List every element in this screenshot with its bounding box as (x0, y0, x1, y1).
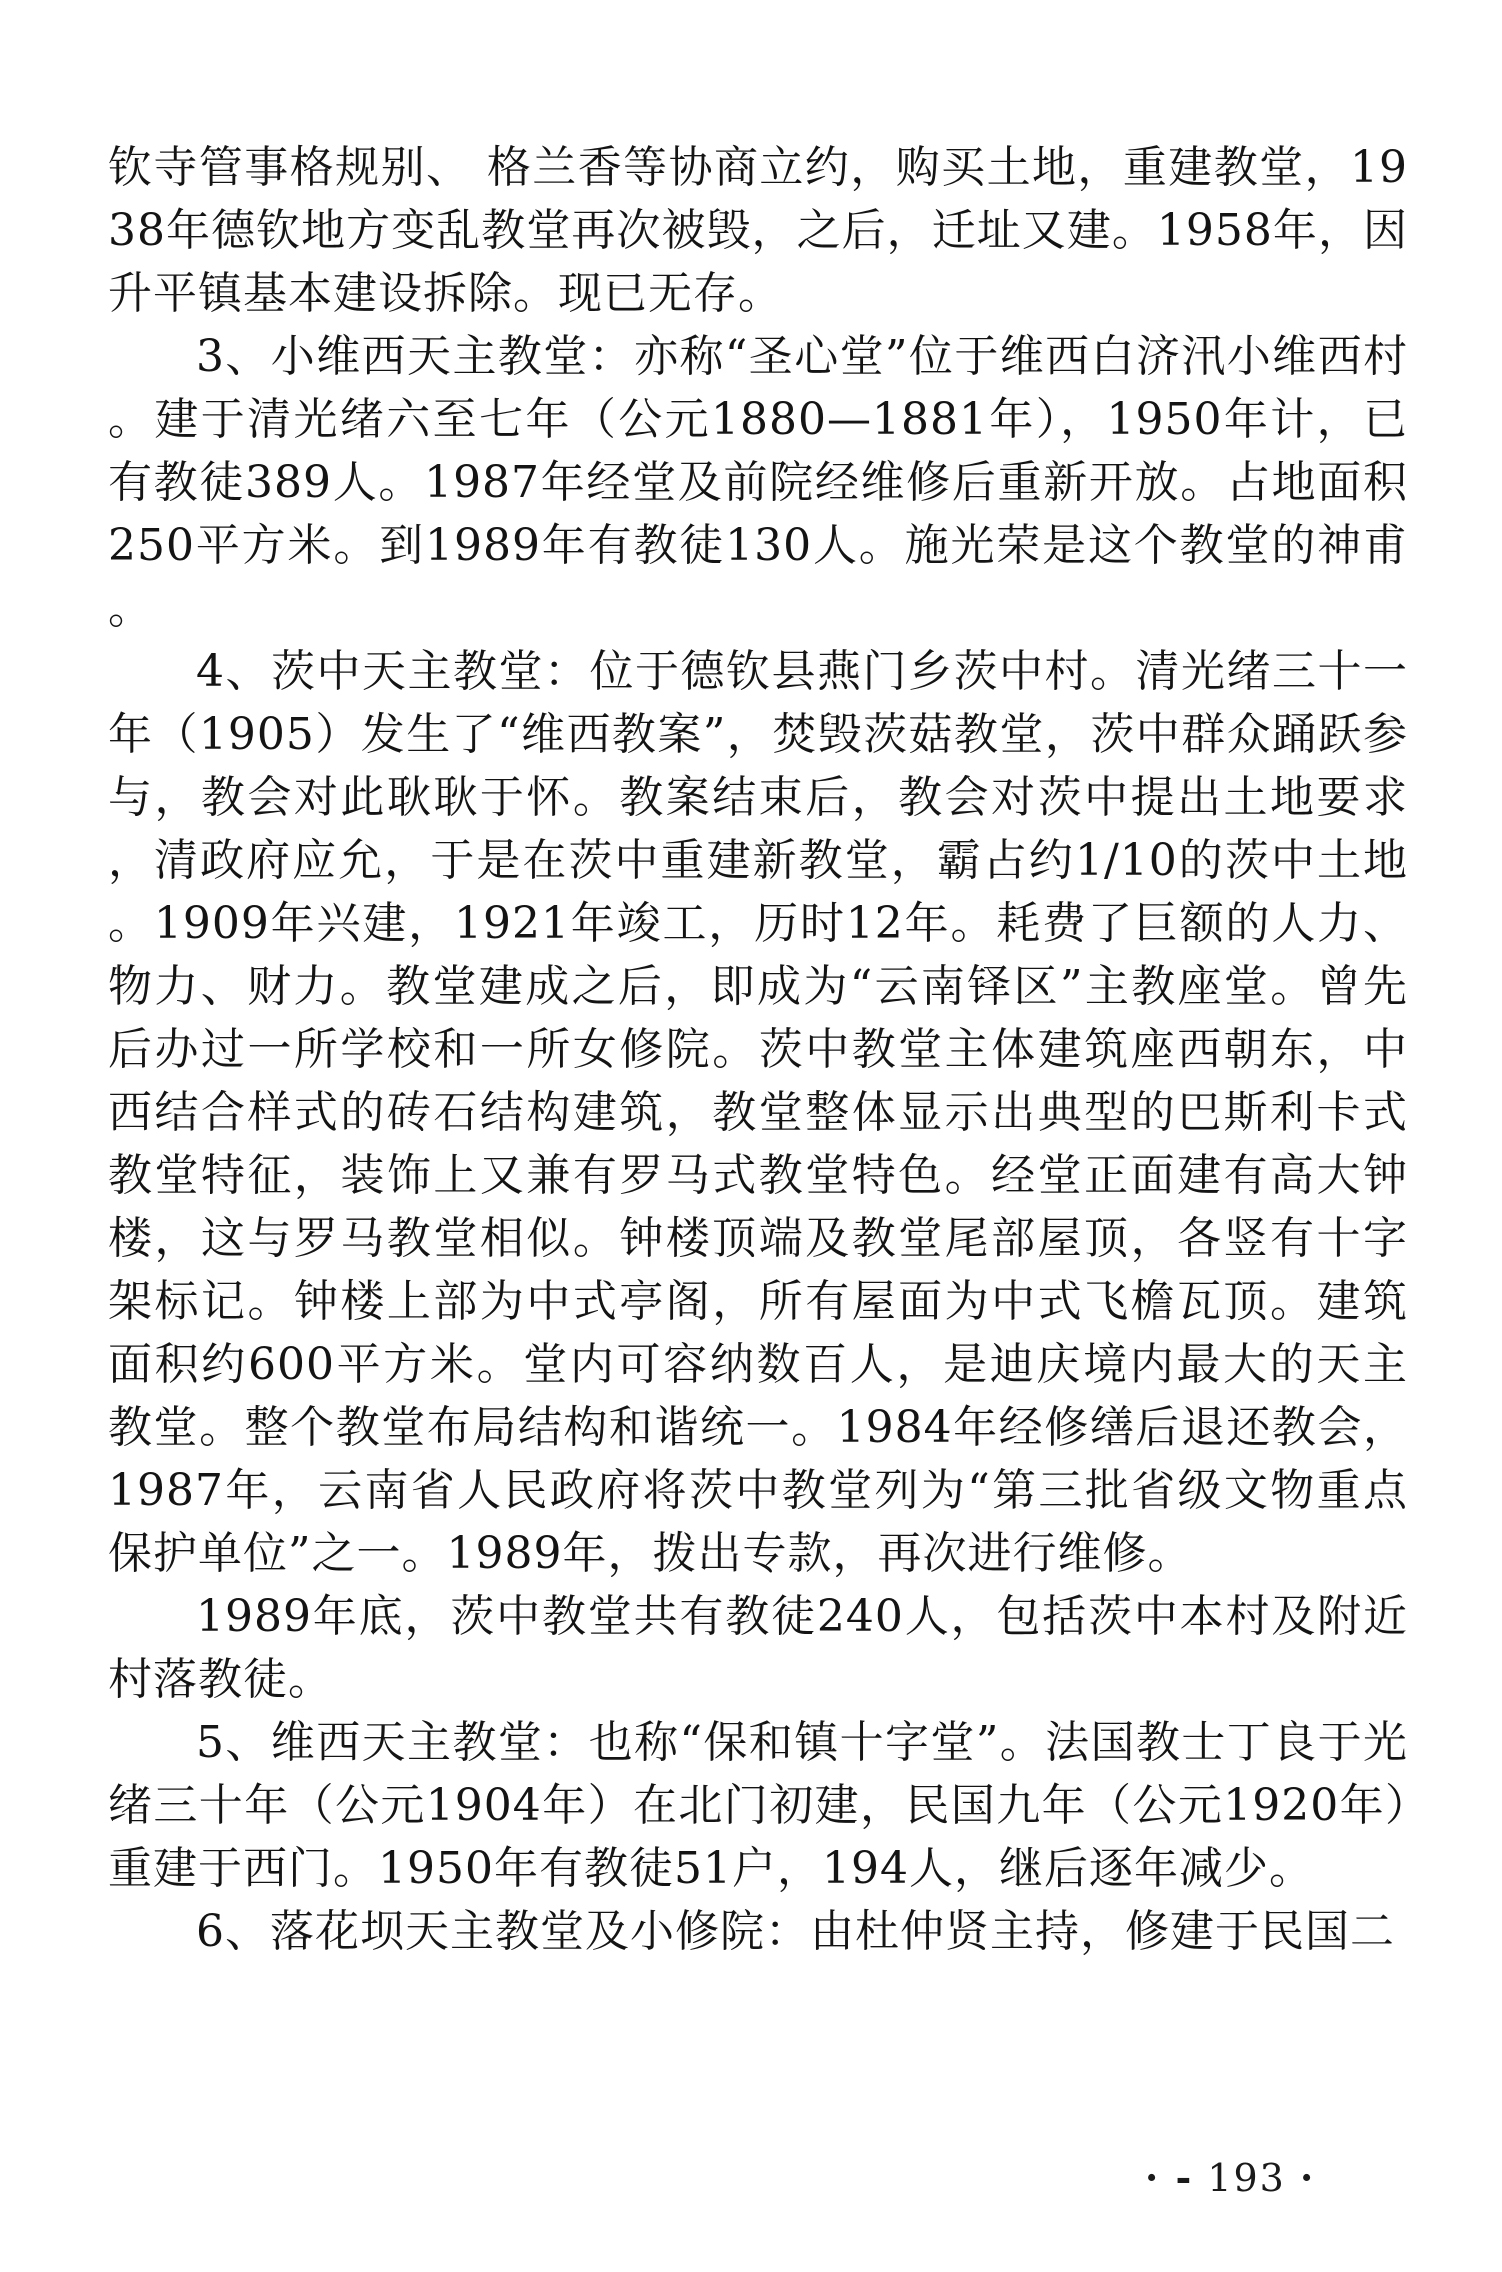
page-number-value: 193 (1207, 2156, 1286, 2200)
paragraph-cizhong-church: 4、茨中天主教堂：位于德钦县燕门乡茨中村。清光绪三十一年（1905）发生了“维西教案”，焚毁茨菇教堂，茨中群众踊跃参与，教会对此耿耿于怀。教案结束后，教会对茨中提出土地要求，清政府应允，于是在茨中重建新教堂，霸占约1/10的茨中土地。1909年兴建，1921年竣工，历时12年。耗费了巨额的人力、物力、财力。教堂建成之后，即成为“云南铎区”主教座堂。曾先后办过一所学校和一所女修院。茨中教堂主体建筑座西朝东，中西结合样式的砖石结构建筑，教堂整体显示出典型的巴斯利卡式教堂特征，装饰上又兼有罗马式教堂特色。经堂正面建有高大钟楼，这与罗马教堂相似。钟楼顶端及教堂尾部屋顶，各竖有十字架标记。钟楼上部为中式亭阁，所有屋面为中式飞檐瓦顶。建筑面积约600平方米。堂内可容纳数百人，是迪庆境内最大的天主教堂。整个教堂布局结构和谐统一。1984年经修缮后退还教会，1987年，云南省人民政府将茨中教堂列为“第三批省级文物重点保护单位”之一。1989年，拨出专款，再次进行维修。 (108, 646, 1408, 1579)
page-number (1145, 2155, 1315, 2200)
paragraph-xiaoweixi-church: 3、小维西天主教堂：亦称“圣心堂”位于维西白济汛小维西村。建于清光绪六至七年（公元1880—1881年），1950年计，已有教徒389人。1987年经堂及前院经维修后重新开放。占地面积250平方米。到1989年有教徒130人。施光荣是这个教堂的神甫。 (108, 331, 1408, 634)
page-number-suffix: · (1299, 2155, 1316, 2200)
paragraph-weixi-church: 5、维西天主教堂：也称“保和镇十字堂”。法国教士丁良于光绪三十年（公元1904年）在北门初建，民国九年（公元1920年）重建于西门。1950年有教徒51户，194人，继后逐年减少。 (108, 1717, 1408, 1894)
paragraph-cizhong-followers: 1989年底，茨中教堂共有教徒240人，包括茨中本村及附近村落教徒。 (108, 1591, 1408, 1705)
page-body (108, 136, 1408, 2236)
paragraph-continuation: 钦寺管事格规别、 格兰香等协商立约，购买土地，重建教堂，1938年德钦地方变乱教堂再次被毁，之后，迁址又建。1958年，因升平镇基本建设拆除。现已无存。 (108, 142, 1408, 319)
paragraph-luohuaba-church: 6、落花坝天主教堂及小修院：由杜仲贤主持，修建于民国二 (196, 1906, 1395, 1957)
page-number-prefix: · - (1145, 2155, 1194, 2200)
